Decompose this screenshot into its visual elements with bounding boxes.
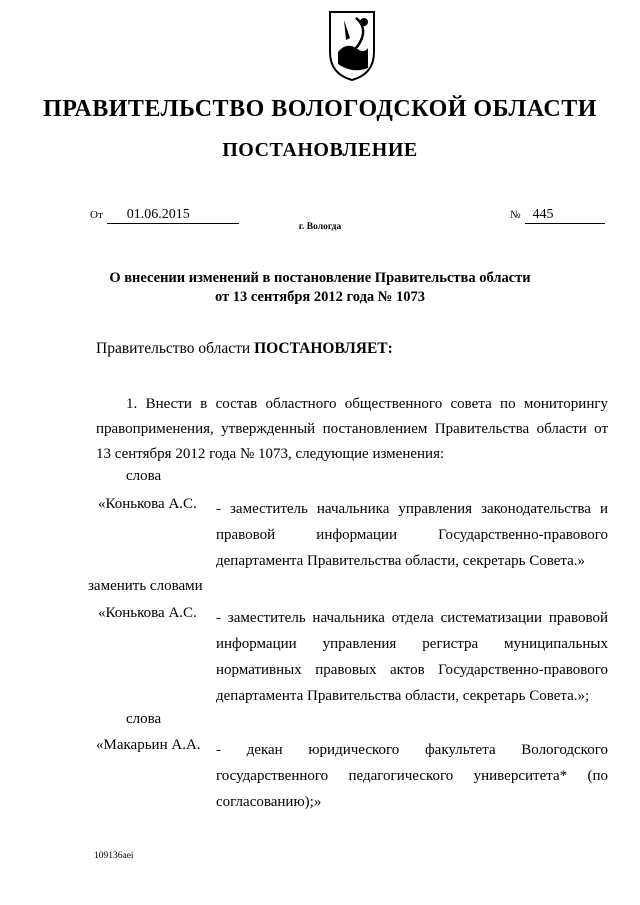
entry-1-line-1: - заместитель начальника управления законодательства и <box>216 501 608 517</box>
date-label: От <box>90 209 103 221</box>
item-1-paragraph <box>96 392 608 467</box>
number-value: 445 <box>525 207 605 224</box>
city-label: г. Вологда <box>298 222 342 232</box>
entry-1-text <box>216 496 608 574</box>
coat-of-arms-emblem <box>326 8 378 84</box>
subject-line-2: от 13 сентября 2012 года № 1073 <box>215 289 425 305</box>
replace-label: заменить словами <box>88 578 203 594</box>
entry-2-text <box>216 605 608 709</box>
document-type-title: ПОСТАНОВЛЕНИЕ <box>222 139 418 161</box>
footer-document-code: 109136aei <box>94 851 134 861</box>
preamble-text: Правительство области <box>96 340 255 357</box>
subject-line-1: О внесении изменений в постановление Правительства области <box>109 270 531 286</box>
entry-2-name: «Конькова А.С. <box>98 605 197 621</box>
entry-1-line-3: департамента Правительства области, секретарь Совета.» <box>216 553 586 569</box>
entry-1-name: «Конькова А.С. <box>98 496 197 512</box>
date-value: 01.06.2015 <box>107 207 239 224</box>
entry-1-line-2: правовой информации Государственно-правового <box>216 527 608 543</box>
entry-2-line-1: - заместитель начальника отдела систематизации правовой <box>216 610 608 626</box>
item-1-line-3: 13 сентября 2012 года № 1073, следующие изменения: <box>96 446 445 462</box>
entry-2-line-2: информации управления регистра муниципальных <box>216 636 608 652</box>
entry-3-line-3: согласованию);» <box>216 794 322 810</box>
entry-2-line-3: нормативных правовых актов Государственно-правового <box>216 662 608 678</box>
number-label: № <box>510 209 521 221</box>
words-label-1: слова <box>126 468 162 484</box>
entry-3-line-2: государственного педагогического университета* (по <box>216 768 608 784</box>
entry-2-line-4: департамента Правительства области, секретарь Совета.»; <box>216 688 590 704</box>
words-label-2: слова <box>126 711 162 727</box>
entry-3-line-1: - декан юридического факультета Вологодского <box>216 742 608 758</box>
item-1-line-2: правоприменения, утвержденный постановлением Правительства области от <box>96 421 608 437</box>
preamble <box>96 340 393 358</box>
item-1-line-1: 1. Внести в состав областного общественного совета по мониторингу <box>126 396 608 412</box>
entry-3-name: «Макарьин А.А. <box>96 737 201 753</box>
preamble-bold: ПОСТАНОВЛЯЕТ: <box>254 340 393 357</box>
organization-title: ПРАВИТЕЛЬСТВО ВОЛОГОДСКОЙ ОБЛАСТИ <box>43 96 597 122</box>
entry-3-text <box>216 737 608 815</box>
document-subject <box>0 269 640 307</box>
